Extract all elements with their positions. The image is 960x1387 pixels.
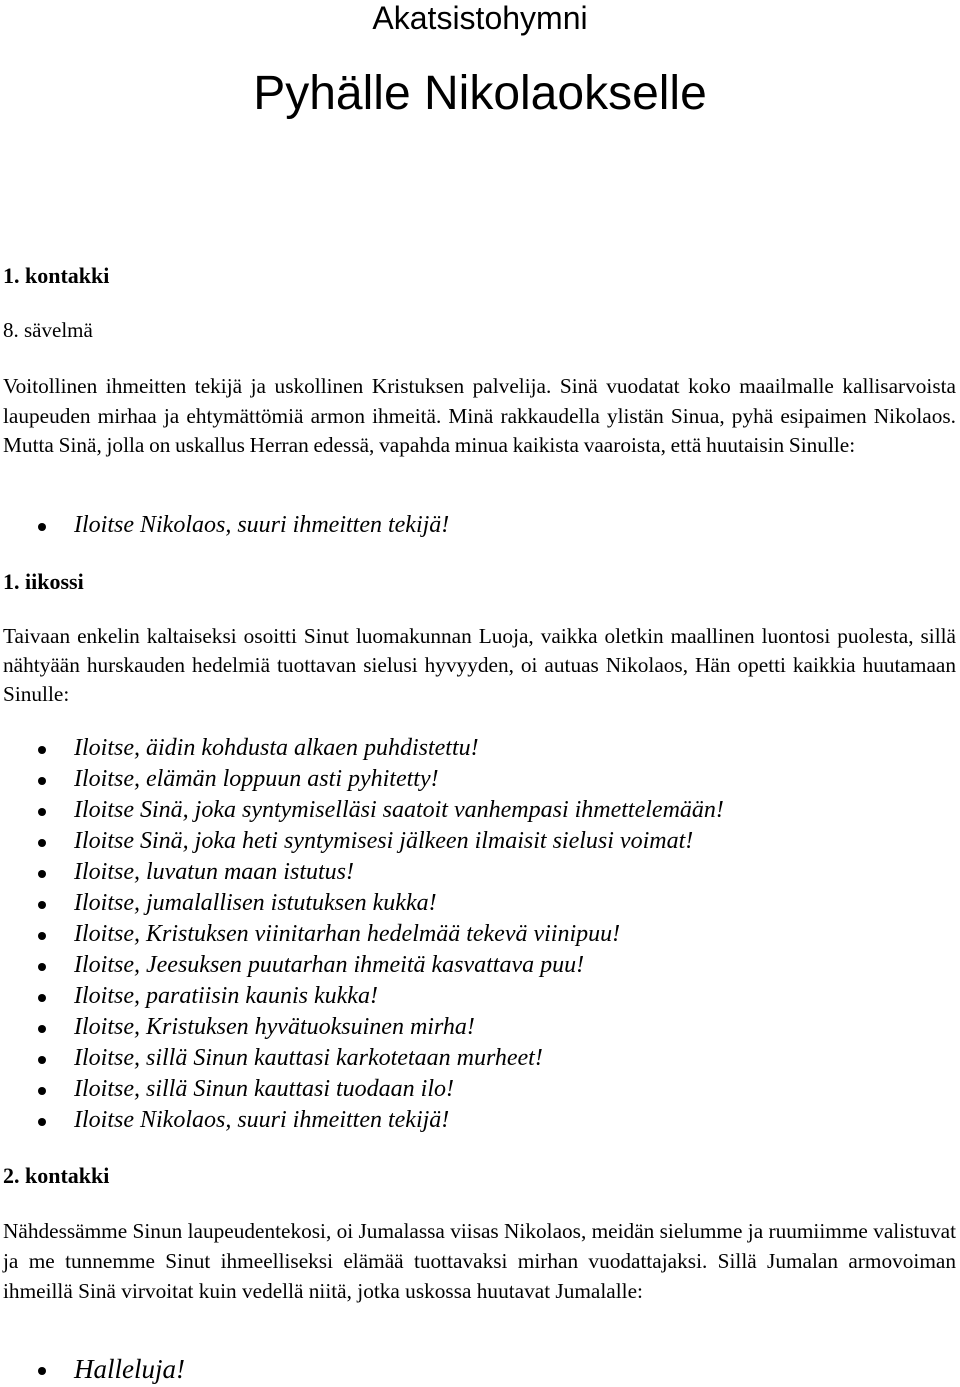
kontakki-1-text: Voitollinen ihmeitten tekijä ja uskollinen Kristuksen palvelija. Sinä vuodatat koko maailmalle kallisarvoista laupeuden mirhaa ja ehtymättömiä armon ihmeitä. Minä rakkaudella ylistän Sinua, pyhä esipaimen Nikolaos. Mutta Sinä, jolla on uskallus Herran edessä, vapahda minua kaikista vaaroista, että huutaisin Sinulle: [3, 374, 956, 457]
salutation-item: Iloitse, elämän loppuun asti pyhitetty! [0, 764, 940, 795]
ikossi-1-heading: 1. iikossi [3, 569, 84, 594]
kontakki-1-refrain-list [0, 510, 940, 541]
salutation-item: Iloitse, Kristuksen viinitarhan hedelmää tekevä viinipuu! [0, 919, 940, 950]
refrain-item: Iloitse Nikolaos, suuri ihmeitten tekijä! [0, 510, 940, 541]
kontakki-2-heading: 2. kontakki [3, 1163, 110, 1188]
document-subtitle: Pyhälle Nikolaokselle [253, 67, 707, 120]
salutation-item: Iloitse Nikolaos, suuri ihmeitten tekijä! [0, 1105, 940, 1136]
ikossi-1-text: Taivaan enkelin kaltaiseksi osoitti Sinut luomakunnan Luoja, vaikka oletkin maallinen luontosi puolesta, sillä nähtyään hurskauden hedelmiä tuottavan sielusi hyvyyden, oi autuas Nikolaos, Hän opetti kaikkia huutamaan Sinulle: [3, 624, 956, 706]
document-title: Akatsistohymni [372, 0, 588, 36]
salutation-item: Iloitse, Jeesuksen puutarhan ihmeitä kasvattava puu! [0, 950, 940, 981]
refrain-item: Halleluja! [0, 1352, 940, 1386]
salutation-item: Iloitse, Kristuksen hyvätuoksuinen mirha! [0, 1012, 940, 1043]
kontakki-2-text: Nähdessämme Sinun laupeudentekosi, oi Jumalassa viisas Nikolaos, meidän sielumme ja ruumiimme valistuvat ja me tunnemme Sinut ihmeelliseksi elämää tuottavaksi mirhan vuodattajaksi. Sillä Jumalan armovoiman ihmeillä Sinä virvoitat kuin vedellä niitä, jotka uskossa huutavat Jumalalle: [3, 1219, 956, 1303]
kontakki-1-tone: 8. sävelmä [3, 318, 93, 342]
salutation-item: Iloitse, luvatun maan istutus! [0, 857, 940, 888]
kontakki-2-refrain-list [0, 1352, 940, 1386]
salutation-item: Iloitse Sinä, joka heti syntymisesi jälkeen ilmaisit sielusi voimat! [0, 826, 940, 857]
salutation-item: Iloitse, sillä Sinun kauttasi karkotetaan murheet! [0, 1043, 940, 1074]
salutation-item: Iloitse, jumalallisen istutuksen kukka! [0, 888, 940, 919]
salutation-item: Iloitse, paratiisin kaunis kukka! [0, 981, 940, 1012]
salutation-item: Iloitse Sinä, joka syntymiselläsi saatoit vanhempasi ihmettelemään! [0, 795, 940, 826]
ikossi-1-salutations [0, 733, 940, 1136]
salutation-item: Iloitse, äidin kohdusta alkaen puhdistettu! [0, 733, 940, 764]
kontakki-1-heading: 1. kontakki [3, 263, 110, 288]
salutation-item: Iloitse, sillä Sinun kauttasi tuodaan ilo! [0, 1074, 940, 1105]
